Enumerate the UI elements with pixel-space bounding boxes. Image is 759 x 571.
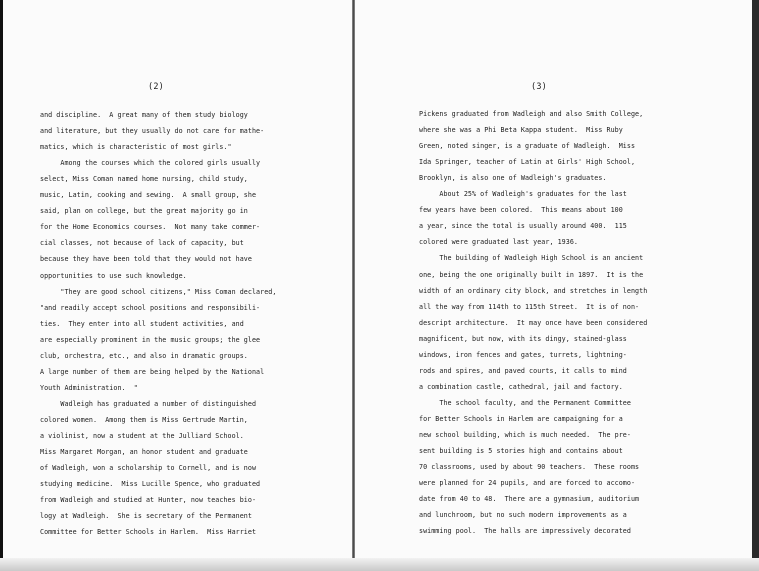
text-line: cial classes, not because of lack of capacity, but xyxy=(40,239,244,248)
text-line: are especially prominent in the music groups; the glee xyxy=(40,335,261,344)
text-line: Among the courses which the colored girls usually xyxy=(40,159,261,168)
text-line: one, being the one originally built in 1897. It is the xyxy=(419,270,644,279)
text-line: opportunities to use such knowledge. xyxy=(40,271,187,280)
text-line: music, Latin, cooking and sewing. A small group, she xyxy=(40,191,257,200)
scan-right-edge xyxy=(752,0,759,571)
text-line: The school faculty, and the Permanent Committee xyxy=(419,398,631,407)
text-line: and literature, but they usually do not care for mathe- xyxy=(40,127,265,136)
text-line: for Better Schools in Harlem are campaigning for a xyxy=(419,414,623,423)
text-line: swimming pool. The halls are impressively decorated xyxy=(419,527,631,536)
text-line: "and readily accept school positions and responsibili- xyxy=(40,303,261,312)
text-line: magnificent, but now, with its dingy, stained-glass xyxy=(419,334,627,343)
text-line: width of an ordinary city block, and stretches in length xyxy=(419,286,648,295)
text-line: of Wadleigh, won a scholarship to Cornell, and is now xyxy=(40,464,257,473)
text-line: select, Miss Coman named home nursing, child study, xyxy=(40,175,248,184)
text-line: where she was a Phi Beta Kappa student. Miss Ruby xyxy=(419,126,623,135)
text-line: Committee for Better Schools in Harlem. Miss Harriet xyxy=(40,528,257,537)
text-line: and discipline. A great many of them study biology xyxy=(40,111,248,119)
text-line: a combination castle, cathedral, jail and factory. xyxy=(419,382,623,391)
text-line: The building of Wadleigh High School is an ancient xyxy=(419,254,644,263)
text-line: new school building, which is much needed. The pre- xyxy=(419,431,631,439)
text-line: colored women. Among them is Miss Gertrude Martin, xyxy=(40,415,248,424)
text-line: Youth Administration. " xyxy=(40,383,138,392)
text-line: few years have been colored. This means about 100 xyxy=(419,206,623,215)
text-line: colored were graduated last year, 1936. xyxy=(419,238,578,247)
text-line: Brooklyn, is also one of Wadleigh's graduates. xyxy=(419,174,607,183)
text-line: were planned for 24 pupils, and are forced to accomo- xyxy=(419,479,636,488)
text-line: from Wadleigh and studied at Hunter, now teaches bio- xyxy=(40,496,257,505)
text-line: for the Home Economics courses. Not many take commer- xyxy=(40,223,261,232)
text-line: Wadleigh has graduated a number of distinguished xyxy=(40,399,257,408)
text-line: Green, noted singer, is a graduate of Wadleigh. Miss xyxy=(419,142,636,151)
text-line: sent building is 5 stories high and contains about xyxy=(419,447,623,456)
text-line: a year, since the total is usually around 400. 115 xyxy=(419,222,627,231)
text-line: Miss Margaret Morgan, an honor student and graduate xyxy=(40,448,248,457)
text-line: rods and spires, and paved courts, it calls to mind xyxy=(419,366,627,375)
left-page xyxy=(3,0,352,571)
right-page-number: (3) xyxy=(531,82,547,92)
text-line: logy at Wadleigh. She is secretary of the Permanent xyxy=(40,512,252,521)
text-line: and lunchroom, but no such modern improvements as a xyxy=(419,511,627,520)
text-line: "They are good school citizens," Miss Coman declared, xyxy=(40,287,277,296)
text-line: all the way from 114th to 115th Street. It is of non- xyxy=(419,302,640,311)
text-line: Pickens graduated from Wadleigh and also Smith College, xyxy=(419,110,644,118)
text-line: a violinist, now a student at the Julliard School. xyxy=(40,432,244,440)
right-page xyxy=(355,0,752,571)
text-line: 70 classrooms, used by about 90 teachers. These rooms xyxy=(419,463,640,472)
text-line: date from 40 to 48. There are a gymnasium, auditorium xyxy=(419,495,640,504)
text-line: About 25% of Wadleigh's graduates for the last xyxy=(419,190,627,199)
text-line: because they have been told that they would not have xyxy=(40,255,252,264)
text-line: A large number of them are being helped by the National xyxy=(40,367,265,376)
text-line: said, plan on college, but the great majority go in xyxy=(40,207,248,216)
text-line: ties. They enter into all student activities, and xyxy=(40,319,244,328)
text-line: Ida Springer, teacher of Latin at Girls' High School, xyxy=(419,158,636,167)
text-line: descript architecture. It may once have been considered xyxy=(419,318,648,327)
text-line: club, orchestra, etc., and also in dramatic groups. xyxy=(40,351,248,360)
text-line: studying medicine. Miss Lucille Spence, who graduated xyxy=(40,480,261,489)
text-line: windows, iron fences and gates, turrets, lightning- xyxy=(419,350,627,359)
left-page-number: (2) xyxy=(148,82,164,92)
text-line: matics, which is characteristic of most girls." xyxy=(40,143,232,152)
